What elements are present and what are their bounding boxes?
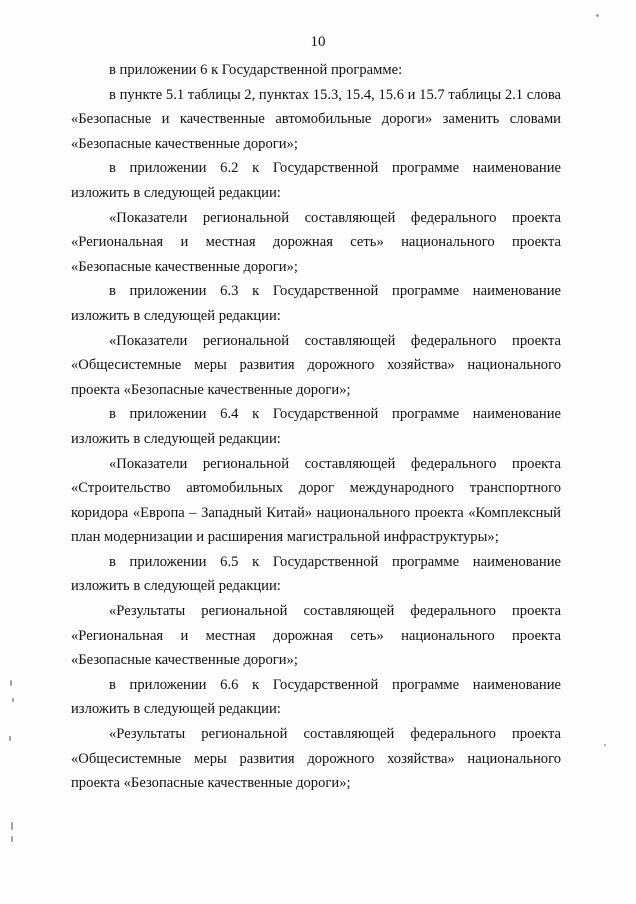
paragraph: «Результаты региональной составляющей федерального проекта «Общесистемные меры развития дорожного хозяйства» национального проекта «Безопасные качественные дороги»; [71, 726, 561, 792]
paragraph: в приложении 6.5 к Государственной программе наименование изложить в следующей редакции: [71, 553, 561, 595]
paragraph: в пункте 5.1 таблицы 2, пунктах 15.3, 15.4, 15.6 и 15.7 таблицы 2.1 слова «Безопасные и качественные автомобильные дороги» заменить словами «Безопасные качественные дороги»; [71, 86, 561, 152]
scan-speck [12, 698, 14, 702]
scan-speck [10, 680, 12, 686]
paragraph: в приложении 6.2 к Государственной программе наименование изложить в следующей редакции: [71, 160, 561, 201]
paragraph: «Результаты региональной составляющей федерального проекта «Региональная и местная дорожная сеть» национального проекта «Безопасные качественные дороги»; [71, 603, 561, 669]
scan-speck [11, 822, 13, 830]
scan-speck [596, 14, 599, 17]
paragraph: «Показатели региональной составляющей федерального проекта «Общесистемные меры развития дорожного хозяйства» национального проекта «Безопасные качественные дороги»; [71, 332, 561, 398]
scan-speck [9, 736, 11, 741]
paragraph: в приложении 6.3 к Государственной программе наименование изложить в следующей редакции: [71, 283, 561, 324]
paragraph: «Показатели региональной составляющей федерального проекта «Региональная и местная дорожная сеть» национального проекта «Безопасные качественные дороги»; [71, 209, 561, 275]
paragraph: в приложении 6 к Государственной программе: [109, 62, 403, 78]
paragraph: в приложении 6.6 к Государственной программе наименование изложить в следующей редакции: [71, 676, 561, 718]
paragraph: в приложении 6.4 к Государственной программе наименование изложить в следующей редакции: [71, 406, 561, 447]
paragraph: «Показатели региональной составляющей федерального проекта «Строительство автомобильных дорог международного транспортного коридора «Европа – Западный Китай» национального проекта «Комплексный план модернизации и расширения магистральной инфраструктуры»; [71, 455, 561, 546]
page-number: 10 [310, 34, 326, 50]
document-body [71, 58, 561, 796]
scan-speck [11, 836, 13, 842]
scan-speck [604, 744, 606, 746]
